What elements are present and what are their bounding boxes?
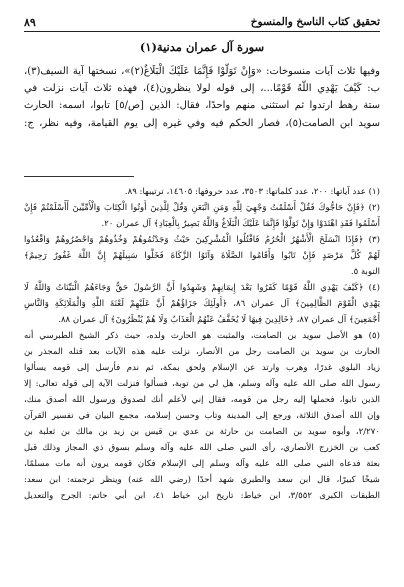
text-line: ستة رهط ارتدوا ثم استثنى منهم واحدًا، فقال: الذين [ص/٥] تابوا، اسمه: الحارث: [24, 100, 380, 112]
footnote-line: أَسْلَمُوا فَقَدِ اهْتَدَوْا وَإِنْ تَوَلَّوْا فَإِنَّمَا عَلَيْكَ الْبَلَاغُ وَاللَّهُ بَصِيرٌ بِالْعِبَادِ﴾ آل عمران ٢٠.: [101, 219, 380, 229]
footnotes: [24, 184, 380, 504]
page-number: ٨٩: [24, 15, 36, 29]
footnote-line: (٥) هو الأصل سويد بن الصامت، والمثبت هو الحارث ولده، حيث ذكر الشيخ الطبرسي أنه: [24, 331, 380, 341]
footnote-line: (٣) ﴿فَإِذَا انْسَلَخَ الْأَشْهُرُ الْحُرُمُ فَاقْتُلُوا الْمُشْرِكِينَ حَيْثُ وَجَدْتُمُوهُمْ وَخُذُوهُمْ وَاحْصُرُوهُمْ وَاقْعُدُوا: [24, 235, 380, 245]
footnote-line: لَهُمْ كُلَّ مَرْصَدٍ فَإِنْ تَابُوا وَأَقَامُوا الصَّلَاةَ وَآتَوُا الزَّكَاةَ فَخَلُّوا سَبِيلَهُمْ إِنَّ اللَّهَ غَفُورٌ رَحِيمٌ﴾: [24, 251, 380, 261]
footnote-line: التوبة ٥.: [350, 267, 380, 277]
footnote-line: كعب بن الخزرج الأنصاري، رأى النبي صلى الله عليه وآله وسلم بسوق ذي المجاز وذلك قبل: [24, 443, 380, 453]
footnote-line: أَجْمَعِينَ﴾ آل عمران ٨٧، ﴿خَالِدِينَ فِيهَا لَا يُخَفَّفُ عَنْهُمُ الْعَذَابُ وَلَا هُمْ يُنْظَرُونَ﴾ آل عمران ٨٨.: [58, 315, 380, 325]
text-line: سويد ابن الصامت(٥)، فصار الحكم فيه وفي غيره إلى يوم القيامة، وفيه نظر، ج:: [24, 117, 380, 129]
header-rule: [24, 31, 380, 32]
footnote-line: ٢/٢٧٠، وأبوه سويد بن الصامت بن حارثة بن عدي بن قيس بن زيد بن مالك بن ثعلبة بن: [24, 427, 380, 437]
footnote-line: يَهْدِي الْقَوْمَ الظَّالِمِينَ﴾ آل عمران ٨٦، ﴿أُولَئِكَ جَزَاؤُهُمْ أَنَّ عَلَيْهِمْ لَعْنَةَ اللَّهِ وَالْمَلَائِكَةِ وَالنَّاسِ: [24, 299, 380, 309]
footnote-line: الحارث بن سويد بن الصامت رجل من الأنصار، نزلت عليه هذه الآيات بعد قتله المجذر بن: [24, 347, 380, 357]
footnote-rule: [24, 176, 134, 177]
footnote-line: الذين تابوا، فحملها إليه رجل من قومه، فقال إني لأعلم أنك لصدوق ورسول الله أصدق منك،: [24, 395, 380, 405]
footnote-line: زياد البلوي غدرًا، وهرب وارتد عن الإسلام ولحق بمكة، ثم ندم فأرسل إلى قومه يسألوا: [24, 363, 380, 373]
footnote-line: شيخًا كبيرًا، قال ابن سعد والطبري شهد أحدًا (رضي الله عنه) وينظر ترجمته: ابن سعد:: [24, 475, 380, 485]
footnote-line: رسول الله صلى الله عليه وآله وسلم، هل لي من توبة، فسألوا فنزلت الآية إلى قوله تعالى: إلا: [24, 379, 380, 389]
footnote-line: الطبقات الكبرى ٣/٥٥٢، ابن خياط: تاريخ ابن خياط ٤١، ابن أبي حاتم: الجرح والتعديل: [24, 491, 380, 501]
footnote-line: بعثة فدعاه النبي صلى الله عليه وآله وسلم إلى الإسلام فكان قومه يرون أنه مات مسلمًا،: [24, 459, 380, 469]
surah-title: سورة آل عمران مدنية(١): [139, 40, 265, 54]
footnote-line: وإن الله أصدق الثلاثة، ورجع إلى المدينة وتاب وحسن إسلامه، مجمع البيان في تفسير القرآن: [24, 411, 380, 421]
book-title: تحقيق كتاب الناسخ والمنسوخ: [250, 16, 380, 28]
footnote-line: (٤) ﴿كَيْفَ يَهْدِي اللَّهُ قَوْمًا كَفَرُوا بَعْدَ إِيمَانِهِمْ وَشَهِدُوا أَنَّ الرَّسُولَ حَقٌّ وَجَاءَهُمُ الْبَيِّنَاتُ وَاللَّهُ لَا: [24, 283, 380, 293]
footnote-line: (٢) ﴿فَإِنْ حَاجُّوكَ فَقُلْ أَسْلَمْتُ وَجْهِيَ لِلَّهِ وَمَنِ اتَّبَعَنِ وَقُلْ لِلَّذِينَ أُوتُوا الْكِتَابَ وَالْأُمِّيِّينَ أَأَسْلَمْتُمْ فَإِنْ: [24, 203, 380, 213]
main-text: [24, 63, 380, 132]
text-line: وفيها ثلاث آيات منسوخات: «وَإِنْ تَوَلَّوْا فَإِنَّمَا عَلَيْكَ الْبَلَاغُ(٢)»، نسختها آية السيف(٣)،: [24, 66, 380, 77]
running-header: [24, 14, 380, 30]
text-line: ب: كَيْفَ يَهْدِي اللَّهُ قَوْمًا...، إلى قوله لولا ينظرون(٤)، فهذه ثلاث آيات نزلت في: [24, 83, 380, 95]
footnote-line: (١) عدد آياتها: ٢٠٠، عدد كلماتها: ٣٥٠٣، عدد حروفها: ١٤٦٠٥، ترتيبها: ٨٩.: [124, 187, 380, 197]
